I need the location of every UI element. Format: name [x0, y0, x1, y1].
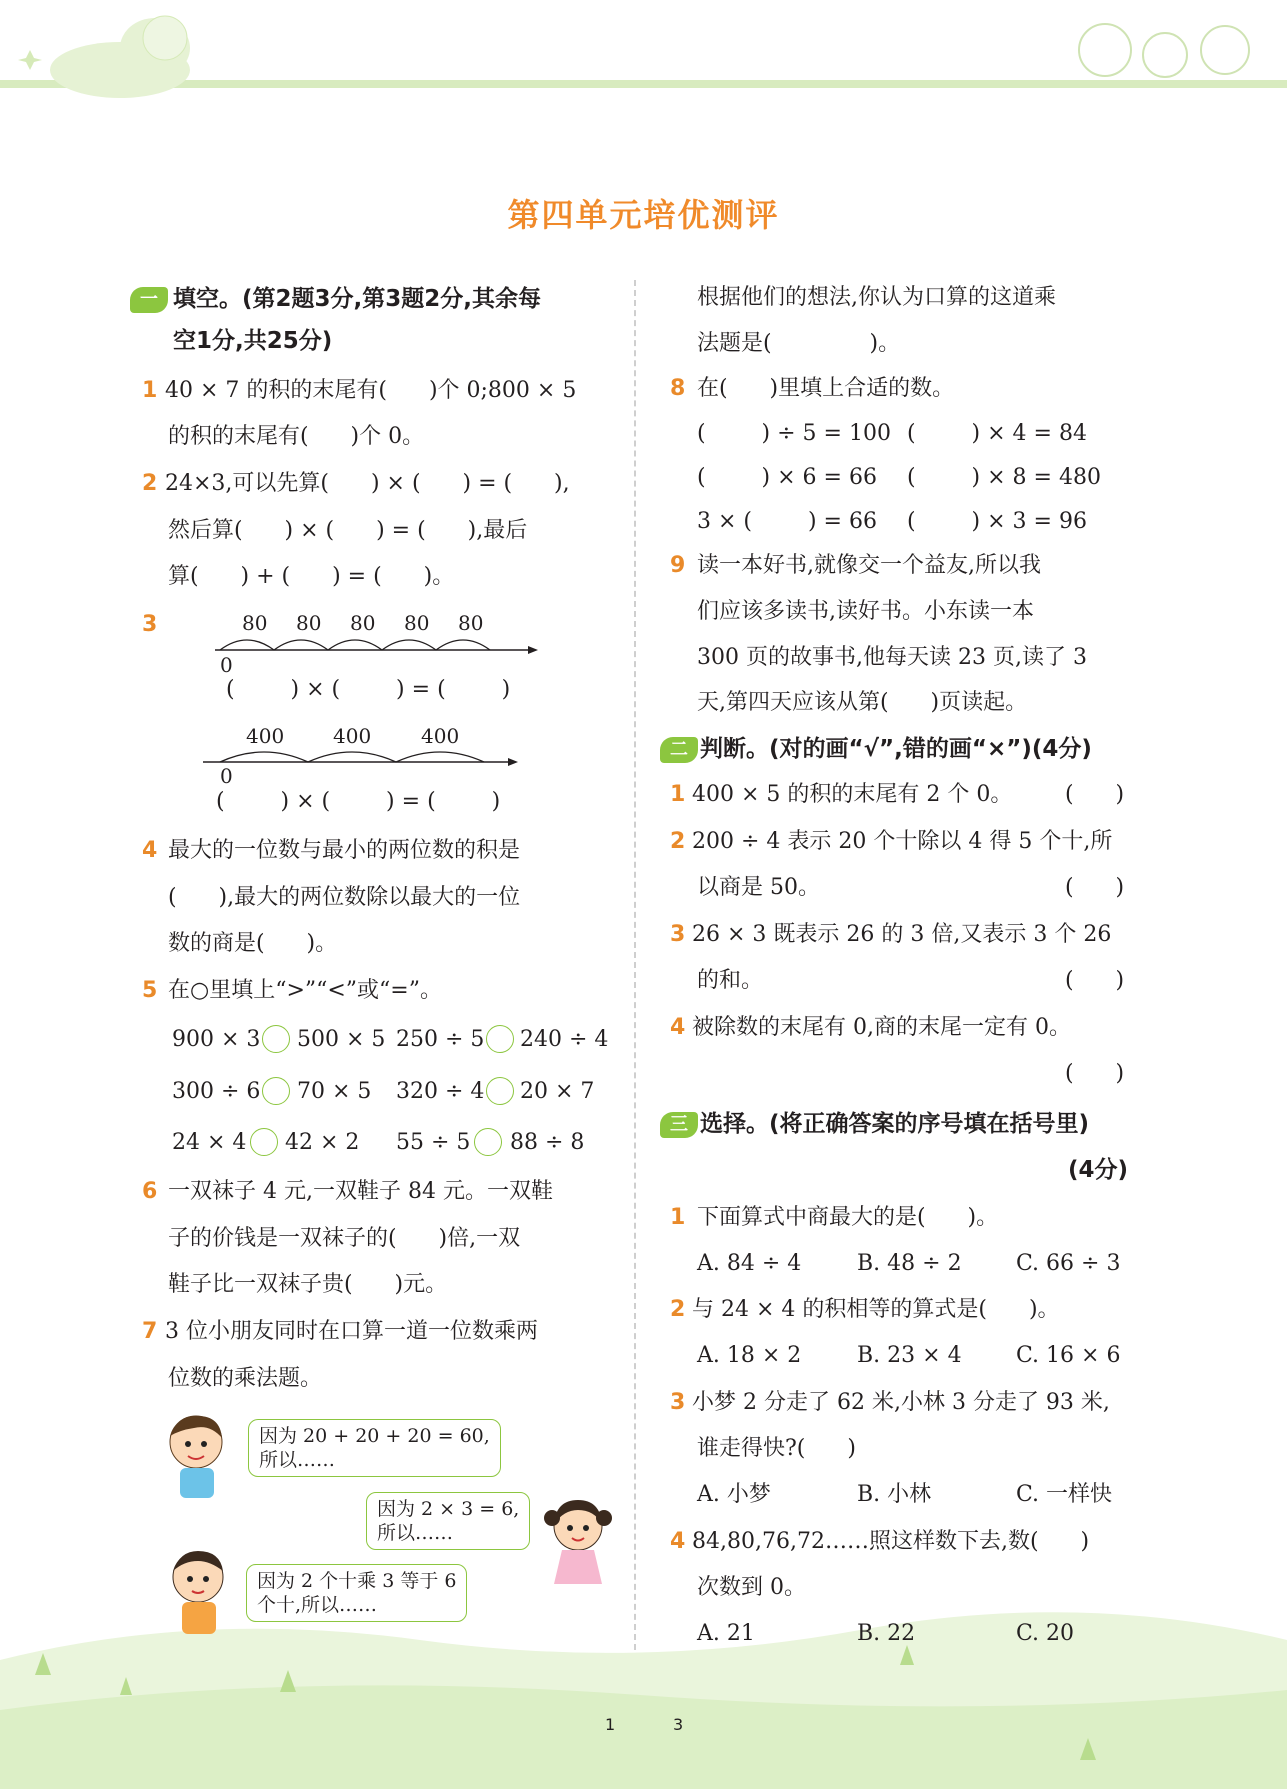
section-heading-cont: 空1分,共25分): [173, 328, 333, 354]
question-number: 1: [670, 782, 686, 807]
question-text: 子的价钱是一双袜子的( )倍,一双: [168, 1226, 521, 1251]
page-number-right: 3: [673, 1715, 684, 1734]
compare-expr: 500 × 5: [297, 1027, 386, 1052]
question-text: 以商是 50。: [697, 875, 820, 900]
equation: ( ) × 4 = 84: [907, 421, 1087, 446]
option-a: A. 21: [697, 1621, 755, 1646]
arc-label: 80: [350, 611, 376, 635]
question-text: ( ) × ( ) = ( ): [226, 677, 511, 702]
column-divider: [634, 280, 636, 1650]
question-text: 小梦 2 分走了 62 米,小林 3 分走了 93 米,: [692, 1390, 1110, 1415]
question-text: 被除数的末尾有 0,商的末尾一定有 0。: [692, 1015, 1071, 1040]
question-text: ( ),最大的两位数除以最大的一位: [168, 885, 521, 910]
question-number: 2: [142, 471, 158, 496]
question-number: 5: [142, 978, 158, 1003]
option-b: B. 48 ÷ 2: [857, 1251, 962, 1276]
question-text: 次数到 0。: [697, 1575, 806, 1600]
question-text: 谁走得快?( ): [697, 1436, 856, 1461]
compare-circle[interactable]: [474, 1128, 502, 1156]
question-number: 6: [142, 1179, 158, 1204]
option-c: C. 20: [1016, 1621, 1075, 1646]
question-text: 400 × 5 的积的末尾有 2 个 0。: [692, 782, 1013, 807]
question-text: ( ) × ( ) = ( ): [216, 789, 501, 814]
question-number: 3: [142, 612, 158, 637]
boy-illustration: [158, 1410, 238, 1510]
equation: ( ) × 3 = 96: [907, 509, 1087, 534]
option-c: C. 16 × 6: [1016, 1343, 1121, 1368]
question-text: 300 页的故事书,他每天读 23 页,读了 3: [697, 645, 1087, 670]
option-c: C. 一样快: [1016, 1482, 1113, 1507]
compare-circle[interactable]: [486, 1077, 514, 1105]
section-badge-2: 二: [660, 737, 698, 763]
compare-circle[interactable]: [262, 1077, 290, 1105]
question-text: 鞋子比一双袜子贵( )元。: [168, 1272, 448, 1297]
section-heading: 填空。(第2题3分,第3题2分,其余每: [173, 286, 541, 312]
question-text: 位数的乘法题。: [168, 1366, 323, 1391]
answer-blank[interactable]: ( ): [1065, 782, 1125, 807]
section-heading: 选择。(将正确答案的序号填在括号里): [700, 1111, 1090, 1137]
answer-blank[interactable]: ( ): [1065, 875, 1125, 900]
question-text: 26 × 3 既表示 26 的 3 倍,又表示 3 个 26: [692, 922, 1112, 947]
answer-blank[interactable]: ( ): [1065, 968, 1125, 993]
equation: ( ) × 6 = 66: [697, 465, 877, 490]
speech-bubble: 因为 2 × 3 = 6, 所以……: [366, 1492, 530, 1550]
question-number: 3: [670, 1390, 686, 1415]
question-text: 们应该多读书,读好书。小东读一本: [697, 599, 1034, 624]
option-b: B. 23 × 4: [857, 1343, 962, 1368]
section-badge-3: 三: [660, 1112, 698, 1138]
compare-expr: 55 ÷ 5: [396, 1130, 471, 1155]
question-text: 在○里填上“>”“<”或“=”。: [168, 978, 442, 1003]
compare-expr: 70 × 5: [297, 1079, 372, 1104]
question-text: 读一本好书,就像交一个益友,所以我: [697, 553, 1041, 578]
question-text: 下面算式中商最大的是( )。: [697, 1205, 999, 1230]
compare-circle[interactable]: [486, 1025, 514, 1053]
page-title: 第四单元培优测评: [507, 196, 780, 234]
question-number: 4: [670, 1529, 686, 1554]
section-heading: 判断。(对的画“√”,错的画“×”)(4分): [700, 736, 1092, 762]
question-number: 1: [670, 1205, 686, 1230]
question-text: 根据他们的想法,你认为口算的这道乘: [697, 285, 1056, 310]
section-badge-1: 一: [130, 287, 168, 313]
question-text: 的和。: [697, 968, 764, 993]
option-b: B. 小林: [857, 1482, 932, 1507]
compare-circle[interactable]: [250, 1128, 278, 1156]
arc-label: 80: [404, 611, 430, 635]
compare-expr: 240 ÷ 4: [520, 1027, 609, 1052]
compare-expr: 24 × 4: [172, 1130, 247, 1155]
equation: 3 × ( ) = 66: [697, 509, 877, 534]
compare-expr: 20 × 7: [520, 1079, 595, 1104]
compare-circle[interactable]: [262, 1025, 290, 1053]
compare-expr: 88 ÷ 8: [510, 1130, 585, 1155]
question-text: 在( )里填上合适的数。: [697, 376, 955, 401]
question-number: 4: [670, 1015, 686, 1040]
header-decoration: [0, 0, 1287, 110]
compare-expr: 900 × 3: [172, 1027, 261, 1052]
girl-illustration: [540, 1490, 620, 1590]
question-text: 24×3,可以先算( ) × ( ) = ( ),: [165, 471, 570, 496]
speech-bubble: 因为 2 个十乘 3 等于 6 个十,所以……: [246, 1564, 467, 1622]
equation: ( ) × 8 = 480: [907, 465, 1101, 490]
page-number-left: 1: [605, 1715, 616, 1734]
arc-label: 80: [242, 611, 268, 635]
arc-label: 400: [421, 724, 460, 748]
section-score: (4分): [1068, 1157, 1129, 1183]
compare-expr: 250 ÷ 5: [396, 1027, 485, 1052]
origin-label: 0: [220, 764, 233, 788]
question-text: 40 × 7 的积的末尾有( )个 0;800 × 5: [165, 378, 577, 403]
answer-blank[interactable]: ( ): [1065, 1061, 1125, 1086]
option-b: B. 22: [857, 1621, 916, 1646]
arc-label: 400: [246, 724, 285, 748]
arc-label: 400: [333, 724, 372, 748]
question-number: 4: [142, 838, 158, 863]
question-number: 2: [670, 1297, 686, 1322]
question-text: 法题是( )。: [697, 331, 901, 356]
option-a: A. 18 × 2: [697, 1343, 802, 1368]
origin-label: 0: [220, 653, 233, 677]
equation: ( ) ÷ 5 = 100: [697, 421, 891, 446]
option-a: A. 小梦: [697, 1482, 771, 1507]
option-a: A. 84 ÷ 4: [697, 1251, 802, 1276]
arc-label: 80: [458, 611, 484, 635]
speech-bubble: 因为 20 + 20 + 20 = 60, 所以……: [248, 1419, 501, 1477]
question-text: 一双袜子 4 元,一双鞋子 84 元。一双鞋: [168, 1179, 553, 1204]
boy-illustration: [160, 1545, 240, 1645]
question-number: 8: [670, 376, 686, 401]
question-number: 7: [142, 1319, 158, 1344]
question-text: 3 位小朋友同时在口算一道一位数乘两: [165, 1319, 538, 1344]
question-text: 最大的一位数与最小的两位数的积是: [168, 838, 521, 863]
question-number: 9: [670, 553, 686, 578]
compare-expr: 320 ÷ 4: [396, 1079, 485, 1104]
question-text: 的积的末尾有( )个 0。: [168, 424, 425, 449]
question-text: 与 24 × 4 的积相等的算式是( )。: [692, 1297, 1060, 1322]
question-text: 然后算( ) × ( ) = ( ),最后: [168, 518, 528, 543]
compare-expr: 300 ÷ 6: [172, 1079, 261, 1104]
option-c: C. 66 ÷ 3: [1016, 1251, 1121, 1276]
question-text: 数的商是( )。: [168, 931, 338, 956]
compare-expr: 42 × 2: [285, 1130, 360, 1155]
question-number: 1: [142, 378, 158, 403]
question-number: 2: [670, 829, 686, 854]
arc-label: 80: [296, 611, 322, 635]
question-text: 天,第四天应该从第( )页读起。: [697, 690, 1028, 715]
question-text: 算( ) + ( ) = ( )。: [168, 564, 455, 589]
question-text: 84,80,76,72……照这样数下去,数( ): [692, 1529, 1090, 1554]
question-number: 3: [670, 922, 686, 947]
question-text: 200 ÷ 4 表示 20 个十除以 4 得 5 个十,所: [692, 829, 1113, 854]
